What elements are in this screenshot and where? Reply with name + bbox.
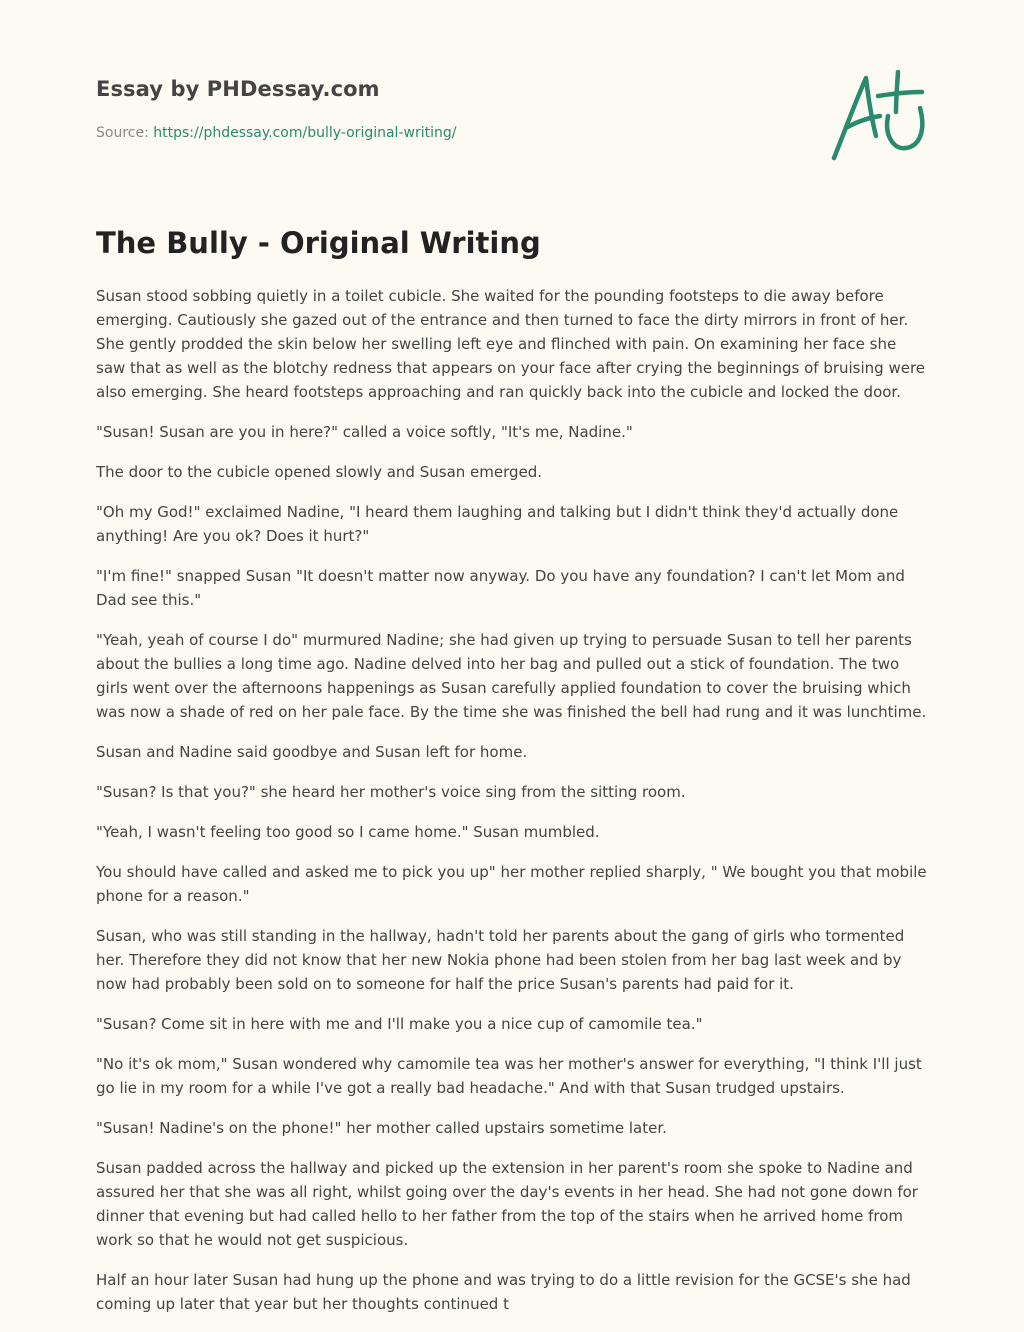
essay-paragraph: "I'm fine!" snapped Susan "It doesn't matter now anyway. Do you have any foundation? I can't let Mom and Dad see this.": [96, 567, 905, 609]
source-label: Source:: [96, 125, 149, 141]
essay-paragraph: Susan padded across the hallway and picked up the extension in her parent's room she spoke to Nadine and assured her that she was all right, whilst going over the day's events in her head. She had not gone down for dinner that evening but had called hello to her father from the top of the stairs when he arrived home from work so that he would not get suspicious.: [96, 1159, 918, 1249]
header: [96, 0, 928, 190]
site-brand: Essay by PHDessay.com: [96, 77, 380, 101]
page-title: The Bully - Original Writing: [96, 226, 541, 260]
essay-paragraph: The door to the cubicle opened slowly and Susan emerged.: [96, 463, 543, 481]
essay-paragraph: "Yeah, yeah of course I do" murmured Nadine; she had given up trying to persuade Susan to tell her parents about the bullies a long time ago. Nadine delved into her bag and pulled out a stick of foundation. The two girls went over the afternoons happenings as Susan carefully applied foundation to cover the bruising which was now a shade of red on her pale face. By the time she was finished the bell had rung and it was lunchtime.: [96, 631, 927, 721]
essay-paragraph: Susan, who was still standing in the hallway, hadn't told her parents about the gang of girls who tormented her. Therefore they did not know that her new Nokia phone had been stolen from her bag last week and by now had probably been sold on to someone for half the price Susan's parents had paid for it.: [96, 927, 905, 993]
source-line: [96, 125, 456, 141]
essay-paragraph: "Susan? Come sit in here with me and I'll make you a nice cup of camomile tea.": [96, 1015, 703, 1033]
essay-paragraph: "Susan! Nadine's on the phone!" her mother called upstairs sometime later.: [96, 1119, 667, 1137]
essay-paragraph: "Oh my God!" exclaimed Nadine, "I heard them laughing and talking but I didn't think they'd actually done anything! Are you ok? Does it hurt?": [96, 503, 899, 545]
essay-paragraph: "No it's ok mom," Susan wondered why camomile tea was her mother's answer for everything, "I think I'll just go lie in my room for a while I've got a really bad headache." And with that Susan trudged upstairs.: [96, 1055, 922, 1097]
essay-paragraph: Half an hour later Susan had hung up the phone and was trying to do a little revision for the GCSE's she had coming up later that year but her thoughts continued t: [96, 1271, 911, 1313]
source-link[interactable]: https://phdessay.com/bully-original-writing/: [153, 125, 457, 141]
essay-paragraph: "Susan? Is that you?" she heard her mother's voice sing from the sitting room.: [96, 783, 686, 801]
essay-body: [96, 284, 928, 1332]
essay-paragraph: Susan and Nadine said goodbye and Susan left for home.: [96, 743, 528, 761]
essay-paragraph: Susan stood sobbing quietly in a toilet cubicle. She waited for the pounding footsteps to die away before emerging. Cautiously she gazed out of the entrance and then turned to face the dirty mirrors in front of her. She gently prodded the skin below her swelling left eye and flinched with pain. On examining her face she saw that as well as the blotchy redness that appears on your face after crying the beginnings of bruising were also emerging. She heard footsteps approaching and ran quickly back into the cubicle and locked the door.: [96, 287, 926, 401]
essay-paragraph: You should have called and asked me to pick you up" her mother replied sharply, " We bought you that mobile phone for a reason.": [96, 863, 927, 905]
a-plus-logo-icon: [828, 66, 928, 166]
essay-paragraph: "Susan! Susan are you in here?" called a voice softly, "It's me, Nadine.": [96, 423, 633, 441]
essay-paragraph: "Yeah, I wasn't feeling too good so I came home." Susan mumbled.: [96, 823, 600, 841]
